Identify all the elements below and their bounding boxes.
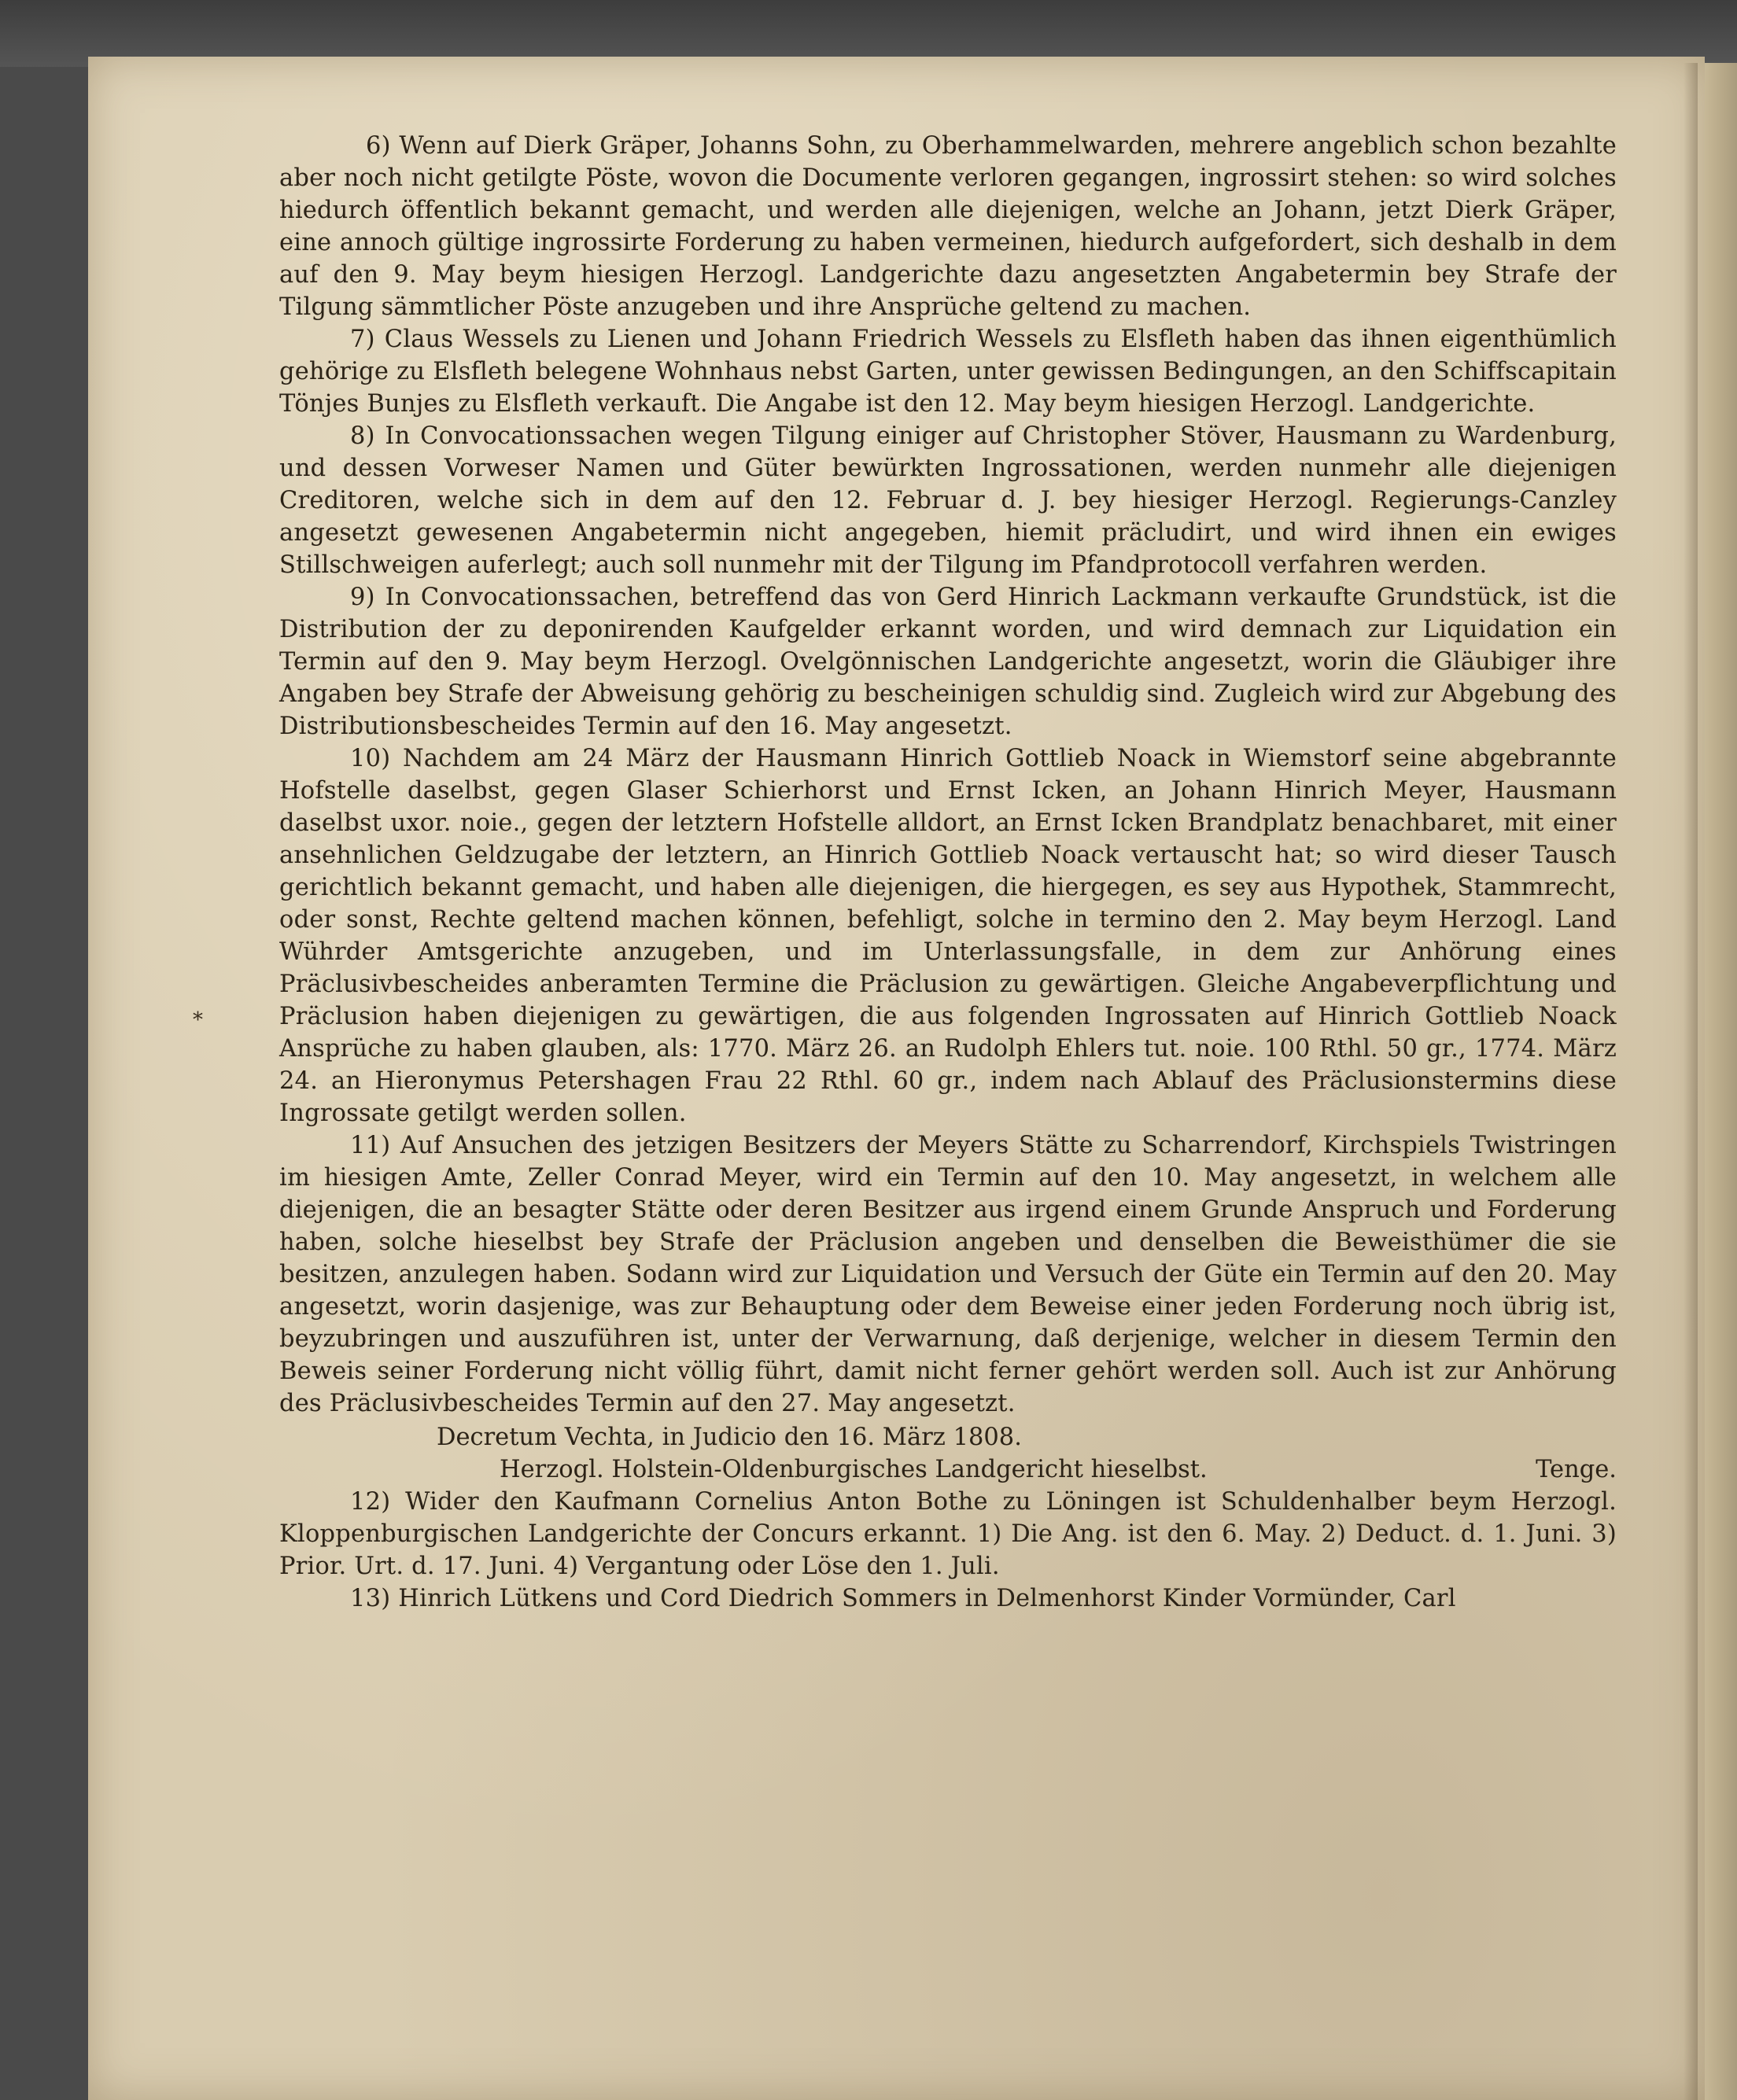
notice-7: 7) Claus Wessels zu Lienen und Johann Friedrich Wessels zu Elsfleth haben das ihnen eigenthümlich gehörige zu Elsfleth belegene Wohnhaus nebst Garten, unter gewissen Bedingungen, an den Schiffscapitain Tönjes Bunjes zu Elsfleth verkauft. Die Angabe ist den 12. May beym hiesigen Herzogl. Landgerichte.: [279, 326, 1617, 418]
court-signature-line: [279, 1453, 1617, 1486]
notice-13: 13) Hinrich Lütkens und Cord Diedrich Sommers in Delmenhorst Kinder Vormünder, Carl: [350, 1585, 1456, 1612]
notice-12: 12) Wider den Kaufmann Cornelius Anton Bothe zu Löningen ist Schuldenhalber beym Herzogl. Kloppenburgischen Landgerichte der Concurs erkannt. 1) Die Ang. ist den 6. May. 2) Deduct. d. 1. Juni. 3) Prior. Urt. d. 17. Juni. 4) Vergantung oder Löse den 1. Juli.: [279, 1488, 1617, 1580]
signature: Tenge.: [1536, 1456, 1617, 1483]
notice-9: 9) In Convocationssachen, betreffend das von Gerd Hinrich Lackmann verkaufte Grundstück, ist die Distribution der zu deponirenden Kaufgelder erkannt worden, und wird demnach zur Liquidation ein Termin auf den 9. May beym Herzogl. Ovelgönnischen Landgerichte angesetzt, worin die Gläubiger ihre Angaben bey Strafe der Abweisung gehörig zu bescheinigen schuldig sind. Zugleich wird zur Abgebung des Distributionsbescheides Termin auf den 16. May angesetzt.: [279, 584, 1617, 740]
notice-8: 8) In Convocationssachen wegen Tilgung einiger auf Christopher Stöver, Hausmann zu Wardenburg, und dessen Vorweser Namen und Güter bewürkten Ingrossationen, werden nunmehr alle diejenigen Creditoren, welche sich in dem auf den 12. Februar d. J. bey hiesiger Herzogl. Regierungs-Canzley angesetzt gewesenen Angabetermin nicht angegeben, hiemit präcludirt, und wird ihnen ein ewiges Stillschweigen auferlegt; auch soll nunmehr mit der Tilgung im Pfandprotocoll verfahren werden.: [279, 422, 1617, 579]
page-gutter-shadow: [1684, 63, 1698, 2100]
notice-11: 11) Auf Ansuchen des jetzigen Besitzers der Meyers Stätte zu Scharrendorf, Kirchspiels Twistringen im hiesigen Amte, Zeller Conrad Meyer, wird ein Termin auf den 10. May angesetzt, in welchem alle diejenigen, die an besagter Stätte oder deren Besitzer aus irgend einem Grunde Anspruch und Forderung haben, solche hieselbst bey Strafe der Präclusion angeben und denselben die Beweisthümer die sie besitzen, anzulegen haben. Sodann wird zur Liquidation und Versuch der Güte ein Termin auf den 20. May angesetzt, worin dasjenige, was zur Behauptung oder dem Beweise einer jeden Forderung noch übrig ist, beyzubringen und auszuführen ist, unter der Verwarnung, daß derjenige, welcher in diesem Termin den Beweis seiner Forderung nicht völlig führt, damit nicht ferner gehört werden soll. Auch ist zur Anhörung des Präclusivbescheides Termin auf den 27. May angesetzt.: [279, 1132, 1617, 1417]
margin-mark: *: [193, 1008, 203, 1032]
notice-6: 6) Wenn auf Dierk Gräper, Johanns Sohn, zu Oberhammelwarden, mehrere angeblich schon bezahlte aber noch nicht getilgte Pöste, wovon die Documente verloren gegangen, ingrossirt stehen: so wird solches hiedurch öffentlich bekannt gemacht, und werden alle diejenigen, welche an Johann, jetzt Dierk Gräper, eine annoch gültige ingrossirte Forderung zu haben vermeinen, hiedurch aufgefordert, sich deshalb in dem auf den 9. May beym hiesigen Herzogl. Landgerichte dazu angesetzten Angabetermin bey Strafe der Tilgung sämmtlicher Pöste anzugeben und ihre Ansprüche geltend zu machen.: [279, 132, 1617, 321]
page-text: [279, 130, 1617, 1615]
decree-line: Decretum Vechta, in Judicio den 16. März 1808.: [437, 1424, 1022, 1451]
court-name: Herzogl. Holstein-Oldenburgisches Landgericht hieselbst.: [500, 1456, 1208, 1483]
notice-10: 10) Nachdem am 24 März der Hausmann Hinrich Gottlieb Noack in Wiemstorf seine abgebrannte Hofstelle daselbst, gegen Glaser Schierhorst und Ernst Icken, an Johann Hinrich Meyer, Hausmann daselbst uxor. noie., gegen der letztern Hofstelle alldort, an Ernst Icken Brandplatz benachbaret, mit einer ansehnlichen Geldzugabe der letztern, an Hinrich Gottlieb Noack vertauscht hat; so wird dieser Tausch gerichtlich bekannt gemacht, und haben alle diejenigen, die hiergegen, es sey aus Hypothek, Stammrecht, oder sonst, Rechte geltend machen können, befehligt, solche in termino den 2. May beym Herzogl. Land Wührder Amtsgerichte anzugeben, und im Unterlassungsfalle, in dem zur Anhörung eines Präclusivbescheides anberamten Termine die Präclusion zu gewärtigen. Gleiche Angabeverpflichtung und Präclusion haben diejenigen zu gewärtigen, die aus folgenden Ingrossaten auf Hinrich Gottlieb Noack Ansprüche zu haben glauben, als: 1770. März 26. an Rudolph Ehlers tut. noie. 100 Rthl. 50 gr., 1774. März 24. an Hieronymus Petershagen Frau 22 Rthl. 60 gr., indem nach Ablauf des Präclusionstermins diese Ingrossate getilgt werden sollen.: [279, 745, 1617, 1127]
